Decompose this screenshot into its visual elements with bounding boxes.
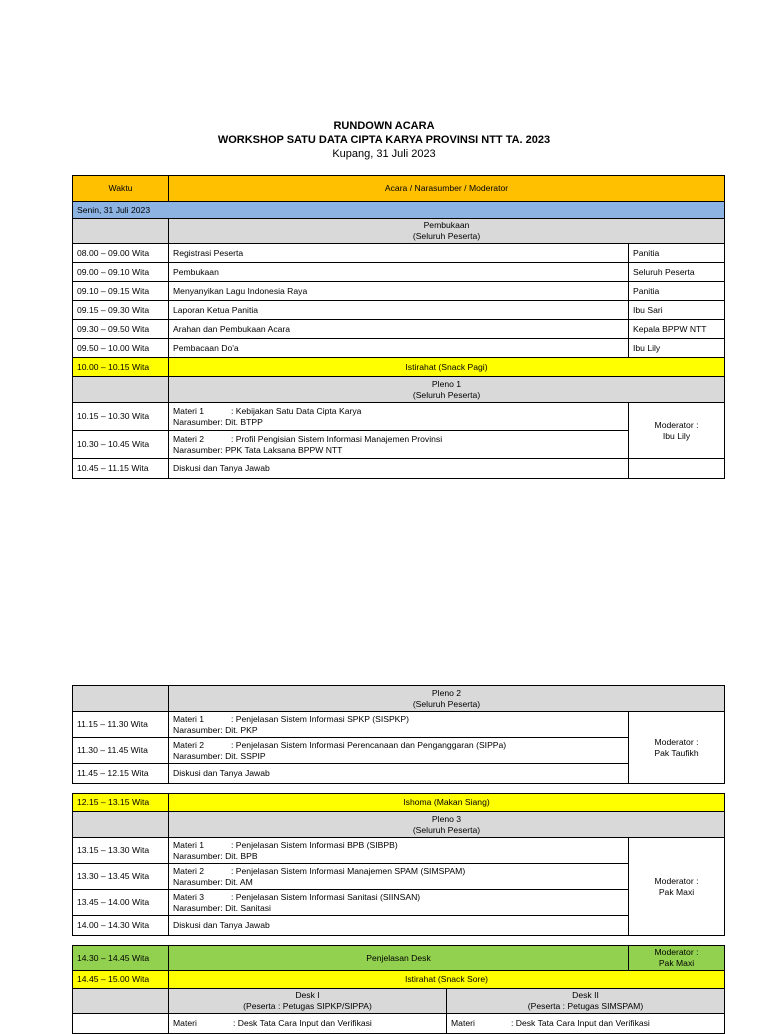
section-row (73, 812, 725, 838)
table-header-row (73, 176, 725, 202)
section-row (73, 377, 725, 403)
moderator-cell: Moderator : Pak Maxi (629, 838, 725, 936)
table-row: 09.15 – 09.30 Wita Laporan Ketua Panitia Ibu Sari (73, 301, 725, 320)
section-pembukaan: Pembukaan (Seluruh Peserta) (169, 219, 725, 244)
section-row (73, 686, 725, 712)
doc-place-date: Kupang, 31 Juli 2023 (332, 148, 436, 160)
section-pleno-2: Pleno 2 (Seluruh Peserta) (169, 686, 725, 712)
desk-2-header: Desk II (Peserta : Petugas SIMSPAM) (447, 989, 725, 1014)
break-row: 14.45 – 15.00 Wita Istirahat (Snack Sore) (73, 971, 725, 989)
table-row: 13.45 – 14.00 Wita Materi 3 : Penjelasan Sistem Informasi Sanitasi (SIINSAN) Narasumber: Dit. Sanitasi (73, 890, 725, 916)
day-row (73, 202, 725, 219)
section-row (73, 989, 725, 1014)
section-row (73, 219, 725, 244)
rundown-table-1 (72, 175, 725, 479)
table-row: Materi : Desk Tata Cara Input dan Verifikasi Materi : Desk Tata Cara Input dan Verifikasi (73, 1014, 725, 1034)
table-row: 08.00 – 09.00 Wita Registrasi Peserta Panitia (73, 244, 725, 263)
doc-title: RUNDOWN ACARA (333, 120, 435, 132)
table-row: 10.30 – 10.45 Wita Materi 2 : Profil Pengisian Sistem Informasi Manajemen Provinsi Narasumber: PPK Tata Laksana BPPW NTT (73, 431, 725, 459)
table-row: 13.30 – 13.45 Wita Materi 2 : Penjelasan Sistem Informasi Manajemen SPAM (SIMSPAM) Narasumber: Dit. AM (73, 864, 725, 890)
col-header-acara: Acara / Narasumber / Moderator (169, 176, 725, 202)
table-row: 10.15 – 10.30 Wita Materi 1 : Kebijakan Satu Data Cipta Karya Narasumber: Dit. BTPP Moderator : Ibu Lily (73, 403, 725, 431)
table-row: 09.10 – 09.15 Wita Menyanyikan Lagu Indonesia Raya Panitia (73, 282, 725, 301)
table-row: 11.45 – 12.15 Wita Diskusi dan Tanya Jawab (73, 764, 725, 784)
section-pleno-3: Pleno 3 (Seluruh Peserta) (169, 812, 725, 838)
break-row: 10.00 – 10.15 Wita Istirahat (Snack Pagi) (73, 358, 725, 377)
moderator-cell: Moderator : Ibu Lily (629, 403, 725, 459)
col-header-time: Waktu (73, 176, 169, 202)
table-row: 14.00 – 14.30 Wita Diskusi dan Tanya Jawab (73, 916, 725, 936)
table-row: 11.30 – 11.45 Wita Materi 2 : Penjelasan Sistem Informasi Perencanaan dan Penganggaran (SIPPa) Narasumber: Dit. SSPIP (73, 738, 725, 764)
spacer-row (73, 784, 725, 794)
section-pleno-1: Pleno 1 (Seluruh Peserta) (169, 377, 725, 403)
table-row: 10.45 – 11.15 Wita Diskusi dan Tanya Jawab (73, 459, 725, 479)
table-row: 09.00 – 09.10 Wita Pembukaan Seluruh Peserta (73, 263, 725, 282)
spacer-row (73, 936, 725, 946)
break-row: 12.15 – 13.15 Wita Ishoma (Makan Siang) (73, 794, 725, 812)
table-row: 09.30 – 09.50 Wita Arahan dan Pembukaan Acara Kepala BPPW NTT (73, 320, 725, 339)
table-row: 11.15 – 11.30 Wita Materi 1 : Penjelasan Sistem Informasi SPKP (SISPKP) Narasumber: Dit. PKP Moderator : Pak Taufikh (73, 712, 725, 738)
rundown-table-2 (72, 685, 725, 1034)
doc-subtitle: WORKSHOP SATU DATA CIPTA KARYA PROVINSI NTT TA. 2023 (217, 134, 551, 146)
table-row: 13.15 – 13.30 Wita Materi 1 : Penjelasan Sistem Informasi BPB (SIBPB) Narasumber: Dit. BPB Moderator : Pak Maxi (73, 838, 725, 864)
day-label: Senin, 31 Juli 2023 (73, 202, 725, 219)
table-row: 09.50 – 10.00 Wita Pembacaan Do'a Ibu Lily (73, 339, 725, 358)
moderator-cell: Moderator : Pak Maxi (629, 946, 725, 971)
document-header (0, 119, 768, 161)
moderator-cell: Moderator : Pak Taufikh (629, 712, 725, 784)
desk-1-header: Desk I (Peserta : Petugas SIPKP/SIPPA) (169, 989, 447, 1014)
desk-row: 14.30 – 14.45 Wita Penjelasan Desk Moderator : Pak Maxi (73, 946, 725, 971)
